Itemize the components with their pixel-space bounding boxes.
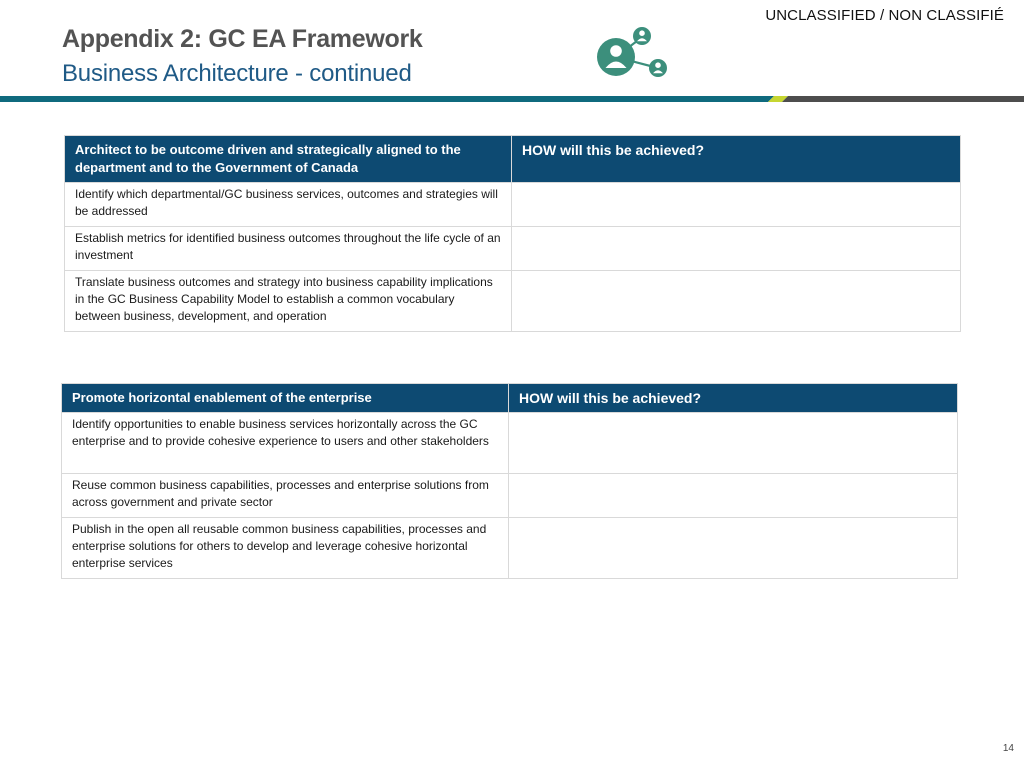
outcome-driven-table bbox=[64, 135, 961, 332]
principle-header: Promote horizontal enablement of the enterprise bbox=[62, 384, 509, 413]
how-achieved-cell[interactable] bbox=[509, 413, 958, 474]
table-header-row bbox=[62, 384, 958, 413]
page-number: 14 bbox=[1002, 743, 1014, 754]
requirement-cell: Establish metrics for identified business outcomes throughout the life cycle of an investment bbox=[65, 227, 512, 271]
how-achieved-cell[interactable] bbox=[512, 271, 961, 332]
principle-header: Architect to be outcome driven and strategically aligned to the department and to the Government of Canada bbox=[65, 136, 512, 183]
requirement-cell: Publish in the open all reusable common business capabilities, processes and enterprise solutions for others to develop and leverage cohesive horizontal enterprise services bbox=[62, 518, 509, 579]
page-title: Appendix 2: GC EA Framework bbox=[62, 25, 423, 53]
table-row bbox=[65, 183, 961, 227]
how-achieved-cell[interactable] bbox=[509, 518, 958, 579]
people-network-icon bbox=[596, 24, 672, 84]
table-row bbox=[65, 271, 961, 332]
how-achieved-cell[interactable] bbox=[512, 227, 961, 271]
requirement-cell: Translate business outcomes and strategy into business capability implications in the GC Business Capability Model to establish a common vocabulary between business, development, and operation bbox=[65, 271, 512, 332]
header-rule bbox=[0, 96, 1024, 102]
table-row bbox=[62, 413, 958, 474]
requirement-cell: Identify which departmental/GC business services, outcomes and strategies will be addressed bbox=[65, 183, 512, 227]
table-row bbox=[65, 227, 961, 271]
horizontal-enablement-table bbox=[61, 383, 958, 579]
classification-label: UNCLASSIFIED / NON CLASSIFIÉ bbox=[765, 7, 1004, 24]
page-subtitle: Business Architecture - continued bbox=[62, 60, 412, 87]
how-achieved-cell[interactable] bbox=[509, 474, 958, 518]
table-row bbox=[62, 518, 958, 579]
table-row bbox=[62, 474, 958, 518]
how-achieved-header: HOW will this be achieved? bbox=[509, 384, 958, 413]
table-header-row bbox=[65, 136, 961, 183]
how-achieved-cell[interactable] bbox=[512, 183, 961, 227]
how-achieved-header: HOW will this be achieved? bbox=[512, 136, 961, 183]
requirement-cell: Identify opportunities to enable business services horizontally across the GC enterprise and to provide cohesive experience to users and other stakeholders bbox=[62, 413, 509, 474]
requirement-cell: Reuse common business capabilities, processes and enterprise solutions from across government and private sector bbox=[62, 474, 509, 518]
